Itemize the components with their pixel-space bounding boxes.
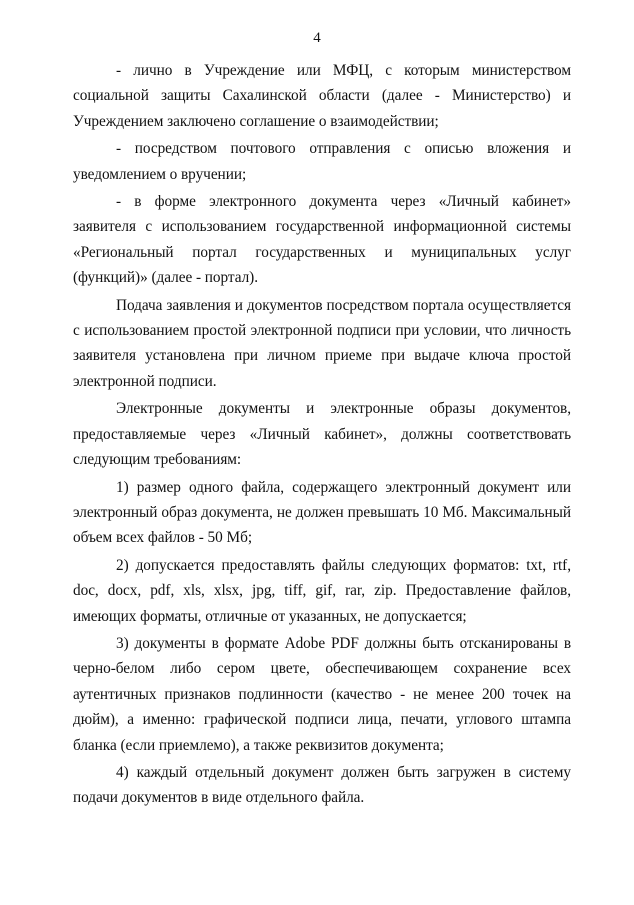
paragraph-submission-electronic: - в форме электронного документа через «Личный кабинет» заявителя с использованием государственной информационной системы «Региональный портал государственных и муниципальных услуг (функций)» (далее - портал). [73, 193, 571, 287]
paragraph-portal-signature: Подача заявления и документов посредством портала осуществляется с использованием простой электронной подписи при условии, что личность заявителя установлена при личном приеме при выдаче ключа простой электронной подписи. [73, 296, 571, 390]
paragraph-requirements-intro: Электронные документы и электронные образы документов, предоставляемые через «Личный кабинет», должны соответствовать следующим требованиям: [73, 400, 571, 469]
paragraph-submission-by-mail: - посредством почтового отправления с описью вложения и уведомлением о вручении; [73, 140, 571, 183]
paragraph-requirement-file-size: 1) размер одного файла, содержащего электронный документ или электронный образ документа, не должен превышать 10 Мб. Максимальный объем всех файлов - 50 Мб; [73, 478, 571, 547]
paragraph-requirement-pdf-scan: 3) документы в формате Adobe PDF должны быть отсканированы в черно-белом либо сером цвете, обеспечивающем сохранение всех аутентичных признаков подлинности (качество - не менее 200 точек на дюйм), а именно: графической подписи лица, печати, углового штампа бланка (если приемлемо), а также реквизитов документа; [73, 634, 571, 754]
document-body [73, 58, 571, 813]
paragraph-requirement-separate-files: 4) каждый отдельный документ должен быть загружен в систему подачи документов в виде отдельного файла. [73, 763, 571, 807]
paragraph-requirement-file-formats: 2) допускается предоставлять файлы следующих форматов: txt, rtf, doc, docx, pdf, xls, xlsx, jpg, tiff, gif, rar, zip. Предоставление файлов, имеющих форматы, отличные от указанных, не допускается; [73, 556, 571, 625]
page-number: 4 [313, 30, 321, 46]
paragraph-submission-in-person: - лично в Учреждение или МФЦ, с которым министерством социальной защиты Сахалинской области (далее - Министерство) и Учреждением заключено соглашение о взаимодействии; [73, 62, 571, 130]
